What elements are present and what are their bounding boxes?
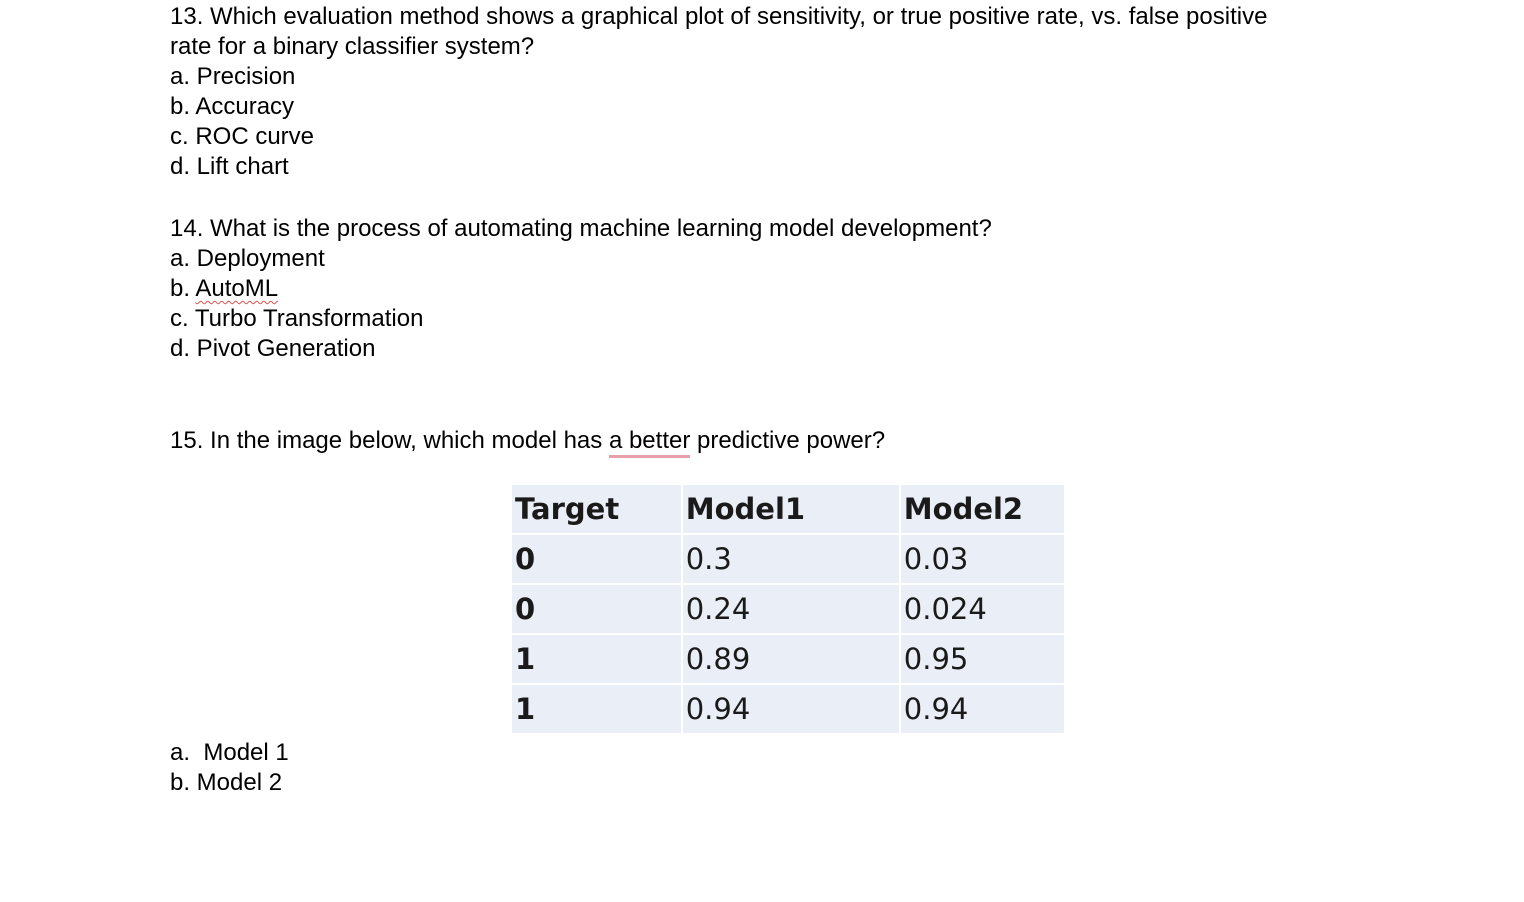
cell-model2: 0.94 [900, 684, 1064, 733]
question-15-option-a: a. Model 1 [170, 739, 289, 766]
question-15-stem [170, 426, 1410, 456]
question-15-options [170, 738, 289, 798]
table-row [512, 684, 1064, 733]
question-14-option-c: c. Turbo Transformation [170, 305, 424, 332]
header-model2: Model2 [900, 485, 1064, 534]
header-target: Target [512, 485, 682, 534]
question-13-option-c: c. ROC curve [170, 123, 315, 150]
question-14-option-b-prefix: b. [170, 275, 196, 302]
question-14-option-a: a. Deployment [170, 245, 325, 272]
question-13-option-a: a. Precision [170, 63, 296, 90]
question-14-stem: 14. What is the process of automating machine learning model development? [170, 215, 992, 242]
question-14-option-b [170, 274, 1410, 304]
question-13-option-b: b. Accuracy [170, 93, 295, 120]
question-13-stem-line2: rate for a binary classifier system? [170, 33, 535, 60]
cell-target: 0 [512, 534, 682, 584]
cell-model1: 0.89 [682, 634, 900, 684]
cell-model1: 0.3 [682, 534, 900, 584]
model-predictions-table [512, 485, 1064, 733]
cell-model2: 0.95 [900, 634, 1064, 684]
cell-target: 0 [512, 584, 682, 634]
table-row [512, 534, 1064, 584]
cell-target: 1 [512, 634, 682, 684]
header-model1: Model1 [682, 485, 900, 534]
question-13-option-d: d. Lift chart [170, 153, 289, 180]
cell-model2: 0.03 [900, 534, 1064, 584]
cell-model1: 0.94 [682, 684, 900, 733]
grammar-flagged-phrase[interactable]: a better [609, 427, 690, 458]
table-row [512, 634, 1064, 684]
spellcheck-flagged-word[interactable]: AutoML [195, 275, 279, 302]
question-14 [170, 214, 1410, 364]
question-13 [170, 2, 1410, 182]
question-15-stem-part2: predictive power? [690, 427, 886, 454]
cell-model1: 0.24 [682, 584, 900, 634]
cell-target: 1 [512, 684, 682, 733]
question-13-stem-line1: 13. Which evaluation method shows a graphical plot of sensitivity, or true positive rate, vs. false positive [170, 3, 1268, 30]
question-15-stem-part1: 15. In the image below, which model has [170, 427, 609, 454]
cell-model2: 0.024 [900, 584, 1064, 634]
table-row [512, 584, 1064, 634]
question-14-option-d: d. Pivot Generation [170, 335, 376, 362]
question-15 [170, 426, 1410, 456]
question-15-option-b: b. Model 2 [170, 769, 283, 796]
table-header-row [512, 485, 1064, 534]
